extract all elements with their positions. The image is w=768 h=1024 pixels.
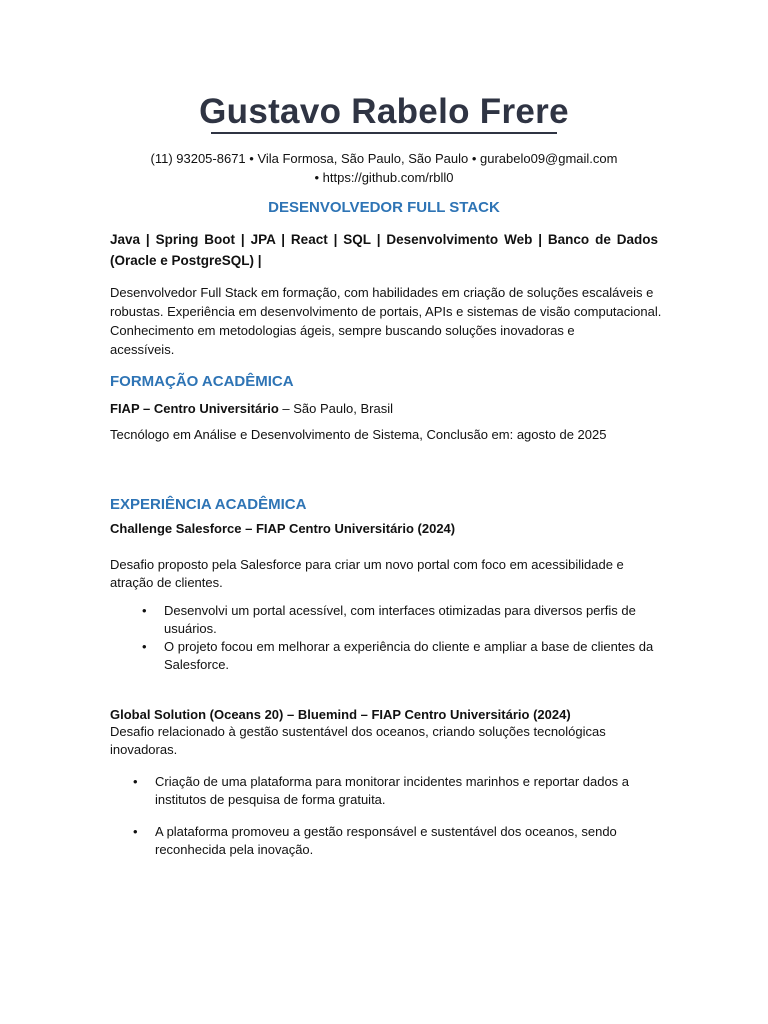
bullet-line: O projeto focou em melhorar a experiência do cliente e ampliar a base de clientes da — [164, 639, 654, 654]
resume-name: Gustavo Rabelo Frere — [199, 92, 569, 131]
experience-section-title: EXPERIÊNCIA ACADÊMICA — [110, 496, 307, 513]
institution-name: FIAP – Centro Universitário — [110, 401, 279, 416]
bullet-item — [142, 638, 662, 674]
contact-line: (11) 93205-8671 • Vila Formosa, São Paulo, São Paulo • gurabelo09@gmail.com — [150, 151, 618, 166]
description-line: Desafio proposto pela Salesforce para criar um novo portal com foco em acessibilidade e — [110, 557, 624, 572]
summary-line: robustas. Experiência em desenvolvimento de portais, APIs e sistemas de visão computacional. — [110, 304, 662, 319]
bullet-line: Desenvolvi um portal acessível, com interfaces otimizadas para diversos perfis de — [164, 603, 636, 618]
summary-line: Desenvolvedor Full Stack em formação, com habilidades em criação de soluções escaláveis e — [110, 285, 654, 300]
education-institution-line — [110, 400, 393, 418]
bullet-line: reconhecida pela inovação. — [155, 842, 314, 857]
name-underline — [211, 132, 557, 134]
bullet-line: Criação de uma plataforma para monitorar incidentes marinhos e reportar dados a — [155, 774, 630, 789]
bullet-line: Salesforce. — [164, 657, 230, 672]
education-course: Tecnólogo em Análise e Desenvolvimento de Sistema, Conclusão em: agosto de 2025 — [110, 427, 607, 442]
project-heading: Global Solution (Oceans 20) – Bluemind – FIAP Centro Universitário (2024) — [110, 707, 571, 722]
summary-line: Conhecimento em metodologias ágeis, sempre buscando soluções inovadoras e — [110, 323, 575, 338]
project-description — [110, 723, 670, 759]
bullet-line: usuários. — [164, 621, 217, 636]
project-heading: Challenge Salesforce – FIAP Centro Universitário (2024) — [110, 521, 456, 536]
bullet-icon: • — [133, 774, 138, 789]
summary-paragraph — [110, 283, 668, 359]
role-title: DESENVOLVEDOR FULL STACK — [268, 199, 500, 216]
institution-location: – São Paulo, Brasil — [278, 401, 393, 416]
bullet-item — [133, 773, 653, 809]
bullet-icon: • — [133, 824, 138, 839]
bullet-item — [142, 602, 662, 638]
description-line: Desafio relacionado à gestão sustentável dos oceanos, criando soluções tecnológicas — [110, 724, 606, 739]
skills-line: Java | Spring Boot | JPA | React | SQL | Desenvolvimento Web | Banco de Dados (Oracle e PostgreSQL) | — [110, 232, 658, 268]
bullet-icon: • — [142, 603, 147, 618]
bullet-item — [133, 823, 653, 859]
github-link[interactable]: • https://github.com/rbll0 — [314, 170, 454, 185]
summary-line: acessíveis. — [110, 342, 175, 357]
education-section-title: FORMAÇÃO ACADÊMICA — [110, 373, 294, 390]
description-line: inovadoras. — [110, 742, 178, 757]
bullet-line: institutos de pesquisa de forma gratuita. — [155, 792, 386, 807]
description-line: atração de clientes. — [110, 575, 223, 590]
bullet-line: A plataforma promoveu a gestão responsável e sustentável dos oceanos, sendo — [155, 824, 617, 839]
bullet-icon: • — [142, 639, 147, 654]
project-description — [110, 556, 670, 592]
